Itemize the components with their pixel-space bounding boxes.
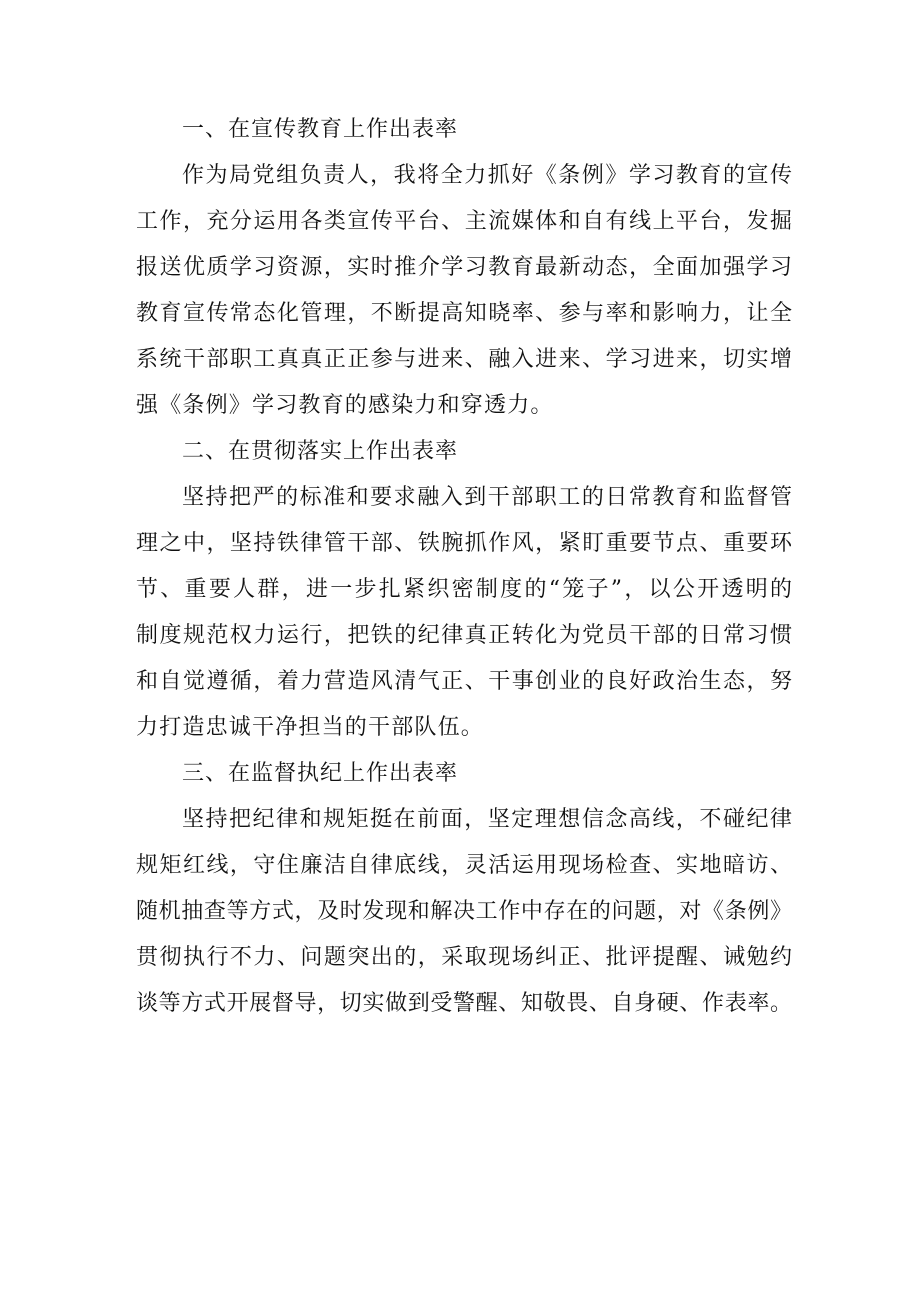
paragraph-line: 制度规范权力运行，把铁的纪律真正转化为党员干部的日常习惯 [136,623,792,648]
paragraph-line: 规矩红线，守住廉洁自律底线，灵活运用现场检查、实地暗访、 [136,853,792,878]
paragraph-line: 报送优质学习资源，实时推介学习教育最新动态，全面加强学习 [136,255,792,280]
paragraph-line: 贯彻执行不力、问题突出的，采取现场纠正、批评提醒、诫勉约 [136,945,792,970]
paragraph-line: 理之中，坚持铁律管干部、铁腕抓作风，紧盯重要节点、重要环 [136,531,792,556]
section-heading-1: 一、在宣传教育上作出表率 [182,117,459,142]
paragraph-line: 节、重要人群，进一步扎紧织密制度的“笼子”，以公开透明的 [136,577,792,602]
paragraph-line: 随机抽查等方式，及时发现和解决工作中存在的问题，对《条例》 [136,899,792,924]
paragraph-line: 教育宣传常态化管理，不断提高知晓率、参与率和影响力，让全 [136,301,792,326]
paragraph-line: 强《条例》学习教育的感染力和穿透力。 [136,393,554,418]
paragraph-line: 坚持把严的标准和要求融入到干部职工的日常教育和监督管 [182,485,792,510]
section-heading-2: 二、在贯彻落实上作出表率 [182,439,459,464]
paragraph-line: 坚持把纪律和规矩挺在前面，坚定理想信念高线，不碰纪律 [182,807,792,832]
document-body [136,107,792,1027]
paragraph-line: 工作，充分运用各类宣传平台、主流媒体和自有线上平台，发掘 [136,209,792,234]
section-heading-3: 三、在监督执纪上作出表率 [182,761,459,786]
paragraph-line: 作为局党组负责人，我将全力抓好《条例》学习教育的宣传 [182,163,792,188]
paragraph-line: 谈等方式开展督导，切实做到受警醒、知敬畏、自身硬、作表率。 [136,991,792,1016]
paragraph-line: 系统干部职工真真正正参与进来、融入进来、学习进来，切实增 [136,347,792,372]
paragraph-line: 力打造忠诚干净担当的干部队伍。 [136,715,485,740]
paragraph-line: 和自觉遵循，着力营造风清气正、干事创业的良好政治生态，努 [136,669,792,694]
